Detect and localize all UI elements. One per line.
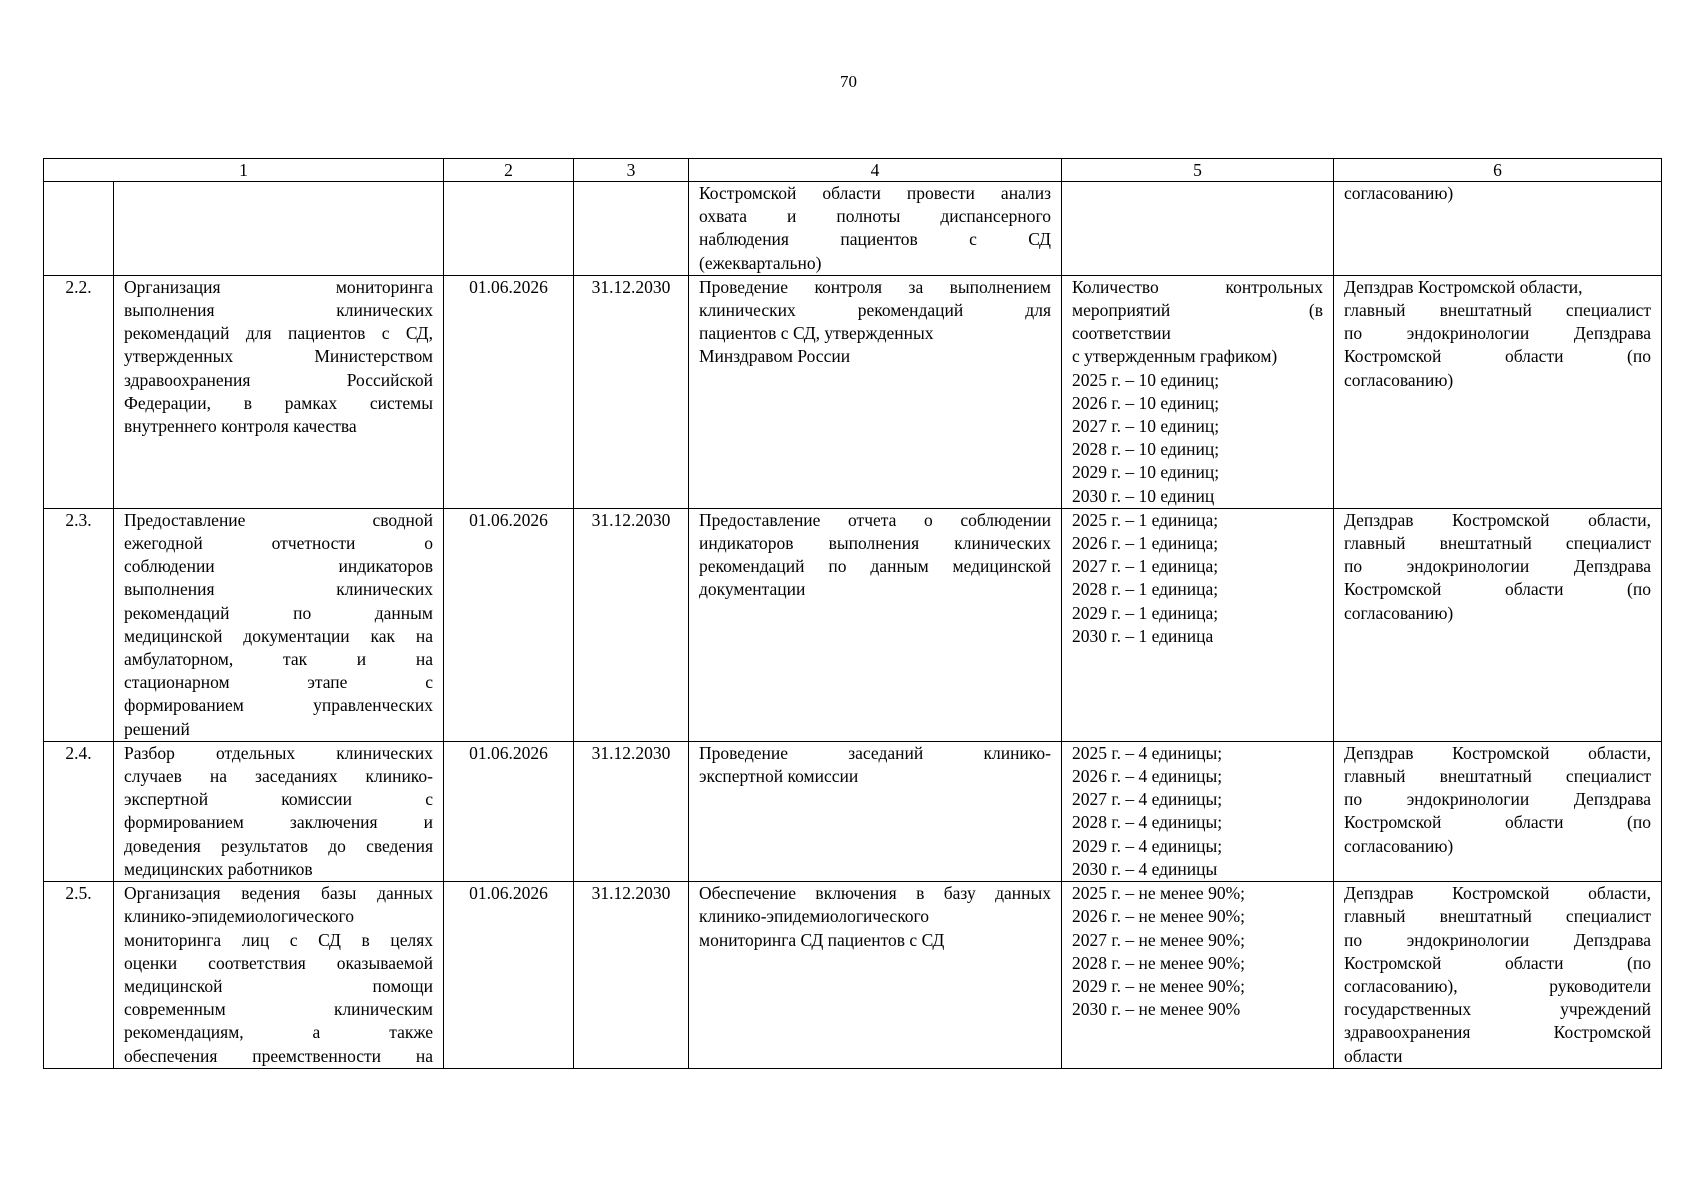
expected-result — [689, 508, 1062, 741]
result-line: наблюдения пациентов с СД — [699, 229, 1051, 250]
name-line: Предоставление сводной — [124, 509, 433, 530]
name-line: решений — [124, 718, 190, 739]
start-date: 01.06.2026 — [444, 275, 574, 508]
indicator-line: 2028 г. – 1 единица; — [1072, 579, 1219, 600]
name-line: выполнения клинических — [124, 579, 433, 600]
column-header-6: 6 — [1334, 159, 1662, 182]
measure-number: 2.4. — [44, 741, 114, 881]
name-line: соблюдении индикаторов — [124, 556, 433, 577]
start-date: 01.06.2026 — [444, 882, 574, 1069]
measure-number: 2.2. — [44, 275, 114, 508]
indicator-line: 2026 г. – 4 единицы; — [1072, 766, 1223, 787]
name-line: медицинских работников — [124, 858, 313, 879]
indicator-line: Количество контрольных — [1072, 276, 1323, 297]
indicator-line: 2027 г. – 1 единица; — [1072, 556, 1219, 577]
result-line: охвата и полноты диспансерного — [699, 206, 1051, 227]
indicator-line: 2025 г. – 10 единиц; — [1072, 369, 1220, 390]
column-header-1: 1 — [44, 159, 444, 182]
name-line: медицинской помощи — [124, 975, 433, 996]
responsible-line: главный внештатный специалист — [1344, 533, 1651, 554]
indicator-line: 2030 г. – 10 единиц — [1072, 485, 1215, 506]
responsible-line: области — [1344, 1045, 1403, 1066]
name-line: формированием управленческих — [124, 695, 433, 716]
measure-number: 2.3. — [44, 508, 114, 741]
indicator — [1062, 882, 1334, 1069]
responsible — [1334, 182, 1662, 276]
responsible — [1334, 741, 1662, 881]
measure-name — [114, 182, 444, 276]
name-line: Федерации, в рамках системы — [124, 392, 433, 413]
column-header-5: 5 — [1062, 159, 1334, 182]
indicator — [1062, 182, 1334, 276]
responsible-line: Депздрав Костромской области, — [1344, 276, 1583, 297]
responsible-line: Депздрав Костромской области, — [1344, 742, 1651, 763]
indicator-line: соответствии — [1072, 323, 1171, 344]
indicator-line: 2026 г. – не менее 90%; — [1072, 906, 1246, 927]
table-row — [44, 275, 1662, 508]
name-line: рекомендаций для пациентов с СД, — [124, 323, 433, 344]
column-header-3: 3 — [574, 159, 689, 182]
responsible-line: Депздрав Костромской области, — [1344, 883, 1651, 904]
responsible-line: согласованию) — [1344, 183, 1454, 203]
column-header-2: 2 — [444, 159, 574, 182]
indicator-line: 2026 г. – 10 единиц; — [1072, 392, 1220, 413]
measure-name — [114, 741, 444, 881]
measure-name — [114, 882, 444, 1069]
table-row — [44, 882, 1662, 1069]
measure-number: 2.5. — [44, 882, 114, 1069]
page-number: 70 — [840, 72, 857, 91]
responsible-line: Костромской области (по — [1344, 579, 1651, 600]
result-line: клинико-эпидемиологического — [699, 906, 930, 927]
name-line: клинико-эпидемиологического — [124, 906, 355, 927]
indicator-line: 2025 г. – 1 единица; — [1072, 509, 1219, 530]
indicator-line: мероприятий (в — [1072, 300, 1323, 321]
responsible-line: согласованию) — [1344, 369, 1454, 390]
indicator-line: 2027 г. – 4 единицы; — [1072, 789, 1223, 810]
result-line: Проведение контроля за выполнением — [699, 276, 1051, 297]
start-date — [444, 182, 574, 276]
name-line: внутреннего контроля качества — [124, 416, 357, 437]
responsible-line: по эндокринологии Депздрава — [1344, 929, 1651, 950]
indicator-line: 2025 г. – не менее 90%; — [1072, 883, 1246, 904]
indicator-line: 2029 г. – 1 единица; — [1072, 602, 1219, 623]
name-line: современным клиническим — [124, 999, 433, 1020]
indicator-line: 2029 г. – 10 единиц; — [1072, 462, 1220, 483]
responsible-line: здравоохранения Костромской — [1344, 1022, 1651, 1043]
name-line: стационарном этапе с — [124, 672, 433, 693]
result-line: Минздравом России — [699, 346, 851, 367]
name-line: здравоохранения Российской — [124, 369, 433, 390]
responsible-line: главный внештатный специалист — [1344, 906, 1651, 927]
result-line: пациентов с СД, утвержденных — [699, 323, 934, 344]
indicator-line: 2030 г. – 4 единицы — [1072, 858, 1218, 879]
name-line: мониторинга лиц с СД в целях — [124, 929, 433, 950]
table-row — [44, 182, 1662, 276]
end-date: 31.12.2030 — [574, 741, 689, 881]
result-line: Предоставление отчета о соблюдении — [699, 509, 1051, 530]
expected-result — [689, 741, 1062, 881]
name-line: доведения результатов до сведения — [124, 835, 433, 856]
indicator-line: 2028 г. – 4 единицы; — [1072, 812, 1223, 833]
measure-number — [44, 182, 114, 276]
responsible-line: Костромской области (по — [1344, 952, 1651, 973]
responsible — [1334, 508, 1662, 741]
measure-name — [114, 275, 444, 508]
indicator-line: 2029 г. – 4 единицы; — [1072, 835, 1223, 856]
result-line: документации — [699, 579, 806, 600]
table-row — [44, 508, 1662, 741]
indicator-line: 2030 г. – не менее 90% — [1072, 999, 1241, 1020]
responsible-line: согласованию), руководители — [1344, 975, 1651, 996]
name-line: Организация ведения базы данных — [124, 883, 433, 904]
responsible-line: Костромской области (по — [1344, 346, 1651, 367]
indicator-line: 2027 г. – не менее 90%; — [1072, 929, 1246, 950]
table-row — [44, 741, 1662, 881]
result-line: клинических рекомендаций для — [699, 300, 1051, 321]
measure-name — [114, 508, 444, 741]
indicator-line: 2028 г. – не менее 90%; — [1072, 952, 1246, 973]
name-line: рекомендациям, а также — [124, 1022, 433, 1043]
name-line: экспертной комиссии с — [124, 789, 433, 810]
column-header-4: 4 — [689, 159, 1062, 182]
result-line: Обеспечение включения в базу данных — [699, 883, 1051, 904]
name-line: амбулаторном, так и на — [124, 649, 433, 670]
indicator-line: с утвержденным графиком) — [1072, 346, 1278, 367]
result-line: (ежеквартально) — [699, 252, 822, 273]
indicator-line: 2028 г. – 10 единиц; — [1072, 439, 1220, 460]
responsible-line: по эндокринологии Депздрава — [1344, 556, 1651, 577]
indicator-line: 2027 г. – 10 единиц; — [1072, 416, 1220, 437]
name-line: Организация мониторинга — [124, 276, 433, 297]
column-numbers-row — [44, 159, 1662, 182]
expected-result — [689, 882, 1062, 1069]
measures-table — [43, 158, 1662, 1069]
indicator — [1062, 741, 1334, 881]
start-date: 01.06.2026 — [444, 508, 574, 741]
name-line: утвержденных Министерством — [124, 346, 433, 367]
name-line: случаев на заседаниях клинико- — [124, 766, 433, 787]
name-line: формированием заключения и — [124, 812, 433, 833]
indicator-line: 2025 г. – 4 единицы; — [1072, 742, 1223, 763]
responsible-line: по эндокринологии Депздрава — [1344, 789, 1651, 810]
expected-result — [689, 182, 1062, 276]
start-date: 01.06.2026 — [444, 741, 574, 881]
name-line: выполнения клинических — [124, 300, 433, 321]
responsible-line: по эндокринологии Депздрава — [1344, 323, 1651, 344]
name-line: рекомендаций по данным — [124, 602, 433, 623]
result-line: Проведение заседаний клинико- — [699, 742, 1051, 763]
responsible-line: Депздрав Костромской области, — [1344, 509, 1651, 530]
end-date: 31.12.2030 — [574, 275, 689, 508]
result-line: Костромской области провести анализ — [699, 183, 1051, 203]
name-line: Разбор отдельных клинических — [124, 742, 433, 763]
responsible — [1334, 882, 1662, 1069]
responsible — [1334, 275, 1662, 508]
end-date: 31.12.2030 — [574, 508, 689, 741]
end-date — [574, 182, 689, 276]
expected-result — [689, 275, 1062, 508]
result-line: индикаторов выполнения клинических — [699, 533, 1051, 554]
indicator — [1062, 508, 1334, 741]
responsible-line: согласованию) — [1344, 602, 1454, 623]
indicator-line: 2026 г. – 1 единица; — [1072, 533, 1219, 554]
name-line: медицинской документации как на — [124, 625, 433, 646]
indicator — [1062, 275, 1334, 508]
responsible-line: Костромской области (по — [1344, 812, 1651, 833]
result-line: экспертной комиссии — [699, 766, 859, 787]
indicator-line: 2030 г. – 1 единица — [1072, 625, 1214, 646]
responsible-line: главный внештатный специалист — [1344, 766, 1651, 787]
result-line: рекомендаций по данным медицинской — [699, 556, 1051, 577]
name-line: ежегодной отчетности о — [124, 533, 433, 554]
responsible-line: государственных учреждений — [1344, 999, 1651, 1020]
responsible-line: согласованию) — [1344, 835, 1454, 856]
indicator-line: 2029 г. – не менее 90%; — [1072, 975, 1246, 996]
responsible-line: главный внештатный специалист — [1344, 300, 1651, 321]
end-date: 31.12.2030 — [574, 882, 689, 1069]
result-line: мониторинга СД пациентов с СД — [699, 929, 945, 950]
name-line: обеспечения преемственности на — [124, 1045, 433, 1066]
name-line: оценки соответствия оказываемой — [124, 952, 433, 973]
